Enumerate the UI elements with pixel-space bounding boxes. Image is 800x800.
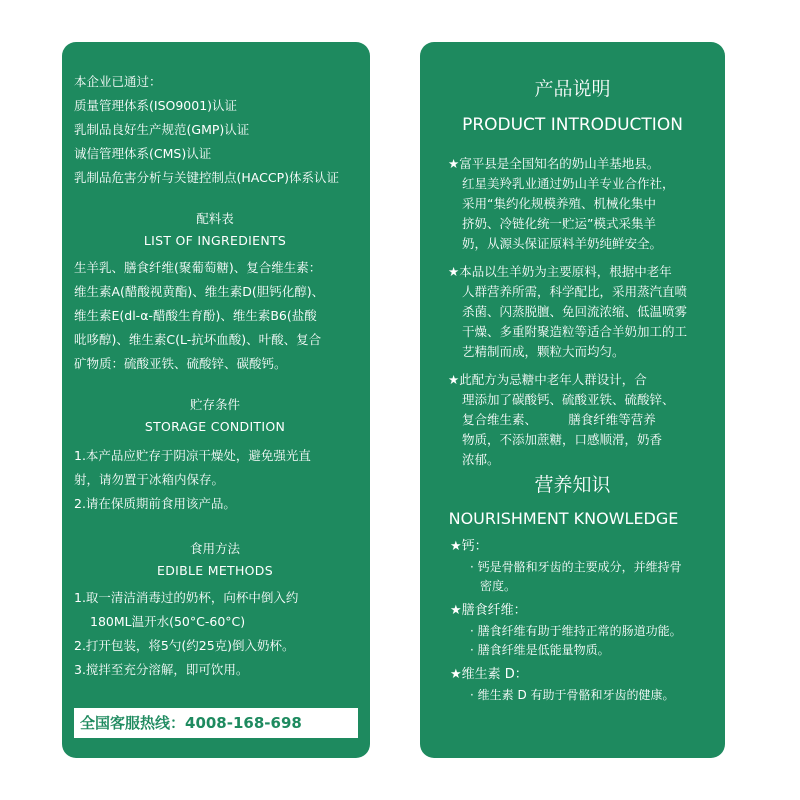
storage-line: 1.本产品应贮存于阴凉干燥处，避免强光直 xyxy=(74,448,311,463)
intro-line: 挤奶、冷链化统一贮运”模式采集羊 xyxy=(462,216,656,231)
ingredients-line: 吡哆醇)、维生素C(L-抗坏血酸)、叶酸、复合 xyxy=(74,332,322,347)
edible-line: 2.打开包装，将5勺(约25克)倒入奶杯。 xyxy=(74,638,295,653)
intro-line: 物质，不添加蔗糖，口感顺滑，奶香 xyxy=(462,432,663,447)
service-hotline: 全国客服热线：4008-168-698 xyxy=(74,708,358,738)
vitamin-d-label: ★维生素 D： xyxy=(450,667,528,682)
product-title-en: PRODUCT INTRODUCTION xyxy=(462,115,683,135)
intro-line: ★此配方为忌糖中老年人群设计，合 xyxy=(448,372,647,387)
intro-line: 红星美羚乳业通过奶山羊专业合作社， xyxy=(462,176,675,191)
intro-paragraph xyxy=(450,262,711,362)
intro-line: 艺精制而成，颗粒大而均匀。 xyxy=(462,344,625,359)
edible-line: 180ML温开水(50°C-60°C) xyxy=(90,614,246,629)
calcium-bullet-cont: 密度。 xyxy=(480,579,517,593)
fiber-label: ★膳食纤维： xyxy=(450,603,527,618)
vitamin-d-bullet: · 维生素 D 有助于骨骼和牙齿的健康。 xyxy=(470,688,675,702)
intro-line: 理添加了碳酸钙、硫酸亚铁、硫酸锌、 xyxy=(462,392,675,407)
intro-line: 人群营养所需，科学配比，采用蒸汽直喷 xyxy=(462,284,688,299)
storage-title-cn: 贮存条件 xyxy=(189,397,240,412)
ingredients-line: 维生素A(醋酸视黄酯)、维生素D(胆钙化醇)、 xyxy=(74,284,325,299)
intro-line: 浓郁。 xyxy=(462,452,500,467)
nourishment-title-en: NOURISHMENT KNOWLEDGE xyxy=(448,509,679,528)
ingredients-title-cn: 配料表 xyxy=(196,211,234,226)
intro-line: ★富平县是全国知名的奶山羊基地县。 xyxy=(448,156,660,171)
intro-line: 复合维生素、 膳食纤维等营养 xyxy=(462,412,656,427)
ingredients-line: 维生素E(dl-α-醋酸生育酚)、维生素B6(盐酸 xyxy=(74,308,317,323)
fiber-bullet: · 膳食纤维有助于维持正常的肠道功能。 xyxy=(470,624,682,638)
nourishment-title-cn: 营养知识 xyxy=(534,474,611,496)
ingredients-title-en: LIST OF INGREDIENTS xyxy=(143,233,287,248)
storage-title-en: STORAGE CONDITION xyxy=(144,419,286,434)
product-title-cn: 产品说明 xyxy=(534,78,611,100)
calcium-label: ★钙： xyxy=(450,539,488,554)
cert-item: 诚信管理体系(CMS)认证 xyxy=(74,146,212,161)
ingredients-line: 矿物质：硫酸亚铁、硫酸锌、碳酸钙。 xyxy=(74,356,287,371)
intro-line: 奶，从源头保证原料羊奶纯鲜安全。 xyxy=(462,236,663,251)
calcium-bullet: · 钙是骨骼和牙齿的主要成分，并维持骨 xyxy=(470,560,682,574)
intro-paragraph xyxy=(450,370,711,470)
ingredients-line: 生羊乳、膳食纤维(聚葡萄糖)、复合维生素： xyxy=(74,260,322,275)
cert-item: 乳制品危害分析与关键控制点(HACCP)体系认证 xyxy=(74,170,339,185)
fiber-bullet: · 膳食纤维是低能量物质。 xyxy=(470,643,610,657)
storage-line: 射，请勿置于冰箱内保存。 xyxy=(74,472,225,487)
cert-item: 乳制品良好生产规范(GMP)认证 xyxy=(74,122,250,137)
left-info-panel xyxy=(62,42,370,758)
intro-paragraph xyxy=(450,154,711,254)
intro-line: 杀菌、闪蒸脱膻、免回流浓缩、低温喷雾 xyxy=(462,304,688,319)
edible-title-cn: 食用方法 xyxy=(189,541,240,556)
cert-item: 质量管理体系(ISO9001)认证 xyxy=(74,98,238,113)
intro-line: ★本品以生羊奶为主要原料，根据中老年 xyxy=(448,264,672,279)
right-info-panel xyxy=(420,42,725,758)
storage-line: 2.请在保质期前食用该产品。 xyxy=(74,496,236,511)
intro-line: 采用“集约化规模养殖、机械化集中 xyxy=(462,196,656,211)
intro-line: 干燥、多重附聚造粒等适合羊奶加工的工 xyxy=(462,324,688,339)
edible-line: 1.取一清洁消毒过的奶杯，向杯中倒入约 xyxy=(74,590,299,605)
certs-heading: 本企业已通过： xyxy=(74,74,162,89)
edible-title-en: EDIBLE METHODS xyxy=(157,563,273,578)
edible-line: 3.搅拌至充分溶解，即可饮用。 xyxy=(74,662,249,677)
